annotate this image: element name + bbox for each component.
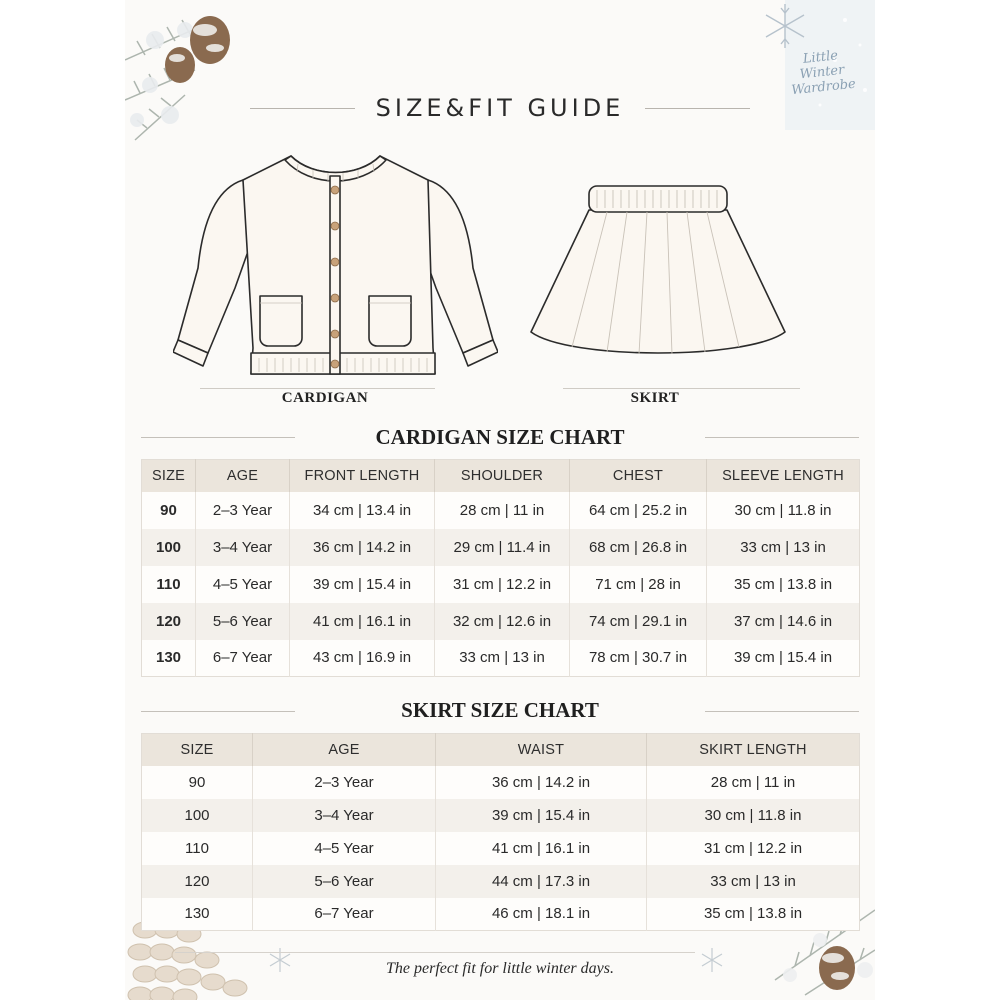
- table-row: [142, 799, 860, 832]
- table-cell: 4–5 Year: [253, 832, 436, 865]
- table-cell: 35 cm | 13.8 in: [707, 566, 860, 603]
- title-divider-right: [645, 108, 750, 109]
- signature-line-2: Winter: [798, 62, 846, 83]
- table-cell: 100: [142, 529, 196, 566]
- cardigan-size-table: [141, 459, 860, 677]
- table-cell: 33 cm | 13 in: [647, 865, 860, 898]
- table-cell: 4–5 Year: [196, 566, 290, 603]
- table-cell: 110: [142, 566, 196, 603]
- table-row: [142, 832, 860, 865]
- table-cell: 33 cm | 13 in: [707, 529, 860, 566]
- table-row: [142, 529, 860, 566]
- column-header: SLEEVE LENGTH: [707, 460, 860, 492]
- table-cell: 5–6 Year: [196, 603, 290, 640]
- table-cell: 78 cm | 30.7 in: [570, 640, 707, 677]
- signature-line-3: Wardrobe: [790, 76, 857, 99]
- signature-line-1: Little: [802, 48, 839, 67]
- column-header: SIZE: [142, 734, 253, 766]
- table-cell: 68 cm | 26.8 in: [570, 529, 707, 566]
- table-cell: 35 cm | 13.8 in: [647, 898, 860, 931]
- table-cell: 41 cm | 16.1 in: [436, 832, 647, 865]
- table-cell: 31 cm | 12.2 in: [647, 832, 860, 865]
- table-cell: 100: [142, 799, 253, 832]
- table-cell: 39 cm | 15.4 in: [290, 566, 435, 603]
- table-cell: 39 cm | 15.4 in: [707, 640, 860, 677]
- table-cell: 46 cm | 18.1 in: [436, 898, 647, 931]
- table-row: [142, 640, 860, 677]
- table-cell: 6–7 Year: [196, 640, 290, 677]
- table-cell: 90: [142, 492, 196, 529]
- size-guide-page: [125, 0, 875, 1000]
- table-cell: 31 cm | 12.2 in: [435, 566, 570, 603]
- table-row: [142, 865, 860, 898]
- title-divider-left: [250, 108, 355, 109]
- column-header: SKIRT LENGTH: [647, 734, 860, 766]
- cardigan-illustration: [173, 148, 498, 380]
- table-cell: 36 cm | 14.2 in: [290, 529, 435, 566]
- table-cell: 2–3 Year: [253, 766, 436, 799]
- page-title: SIZE&FIT GUIDE: [375, 94, 625, 122]
- table-cell: 28 cm | 11 in: [647, 766, 860, 799]
- table-row: [142, 492, 860, 529]
- table-cell: 64 cm | 25.2 in: [570, 492, 707, 529]
- table-cell: 110: [142, 832, 253, 865]
- table-cell: 130: [142, 640, 196, 677]
- cardigan-label-divider: [200, 388, 435, 389]
- column-header: WAIST: [436, 734, 647, 766]
- table-cell: 2–3 Year: [196, 492, 290, 529]
- skirt-label-divider: [563, 388, 800, 389]
- table-cell: 6–7 Year: [253, 898, 436, 931]
- table-cell: 43 cm | 16.9 in: [290, 640, 435, 677]
- table-row: [142, 603, 860, 640]
- skirt-illustration: [527, 182, 789, 360]
- table-cell: 120: [142, 603, 196, 640]
- table-cell: 33 cm | 13 in: [435, 640, 570, 677]
- table-cell: 36 cm | 14.2 in: [436, 766, 647, 799]
- table-cell: 44 cm | 17.3 in: [436, 865, 647, 898]
- table-cell: 120: [142, 865, 253, 898]
- column-header: CHEST: [570, 460, 707, 492]
- table-cell: 39 cm | 15.4 in: [436, 799, 647, 832]
- table-cell: 71 cm | 28 in: [570, 566, 707, 603]
- footer-tagline: The perfect fit for little winter days.: [386, 960, 614, 977]
- column-header: AGE: [196, 460, 290, 492]
- table-cell: 30 cm | 11.8 in: [707, 492, 860, 529]
- table-header-row: [142, 460, 860, 492]
- cardigan-chart-title: CARDIGAN SIZE CHART: [375, 425, 625, 449]
- column-header: SIZE: [142, 460, 196, 492]
- table-cell: 74 cm | 29.1 in: [570, 603, 707, 640]
- column-header: SHOULDER: [435, 460, 570, 492]
- table-cell: 90: [142, 766, 253, 799]
- table-row: [142, 566, 860, 603]
- table-row: [142, 766, 860, 799]
- table-row: [142, 898, 860, 931]
- table-cell: 37 cm | 14.6 in: [707, 603, 860, 640]
- column-header: FRONT LENGTH: [290, 460, 435, 492]
- cardigan-label: CARDIGAN: [281, 390, 369, 406]
- table-cell: 34 cm | 13.4 in: [290, 492, 435, 529]
- table-cell: 5–6 Year: [253, 865, 436, 898]
- table-cell: 30 cm | 11.8 in: [647, 799, 860, 832]
- column-header: AGE: [253, 734, 436, 766]
- title-row: [125, 90, 875, 130]
- skirt-size-table: [141, 733, 860, 931]
- table-cell: 3–4 Year: [196, 529, 290, 566]
- footer-divider: [175, 952, 695, 953]
- table-header-row: [142, 734, 860, 766]
- table-cell: 3–4 Year: [253, 799, 436, 832]
- table-cell: 130: [142, 898, 253, 931]
- skirt-chart-title: SKIRT SIZE CHART: [401, 698, 599, 722]
- table-cell: 29 cm | 11.4 in: [435, 529, 570, 566]
- table-cell: 41 cm | 16.1 in: [290, 603, 435, 640]
- table-cell: 32 cm | 12.6 in: [435, 603, 570, 640]
- table-cell: 28 cm | 11 in: [435, 492, 570, 529]
- skirt-label: SKIRT: [630, 390, 680, 406]
